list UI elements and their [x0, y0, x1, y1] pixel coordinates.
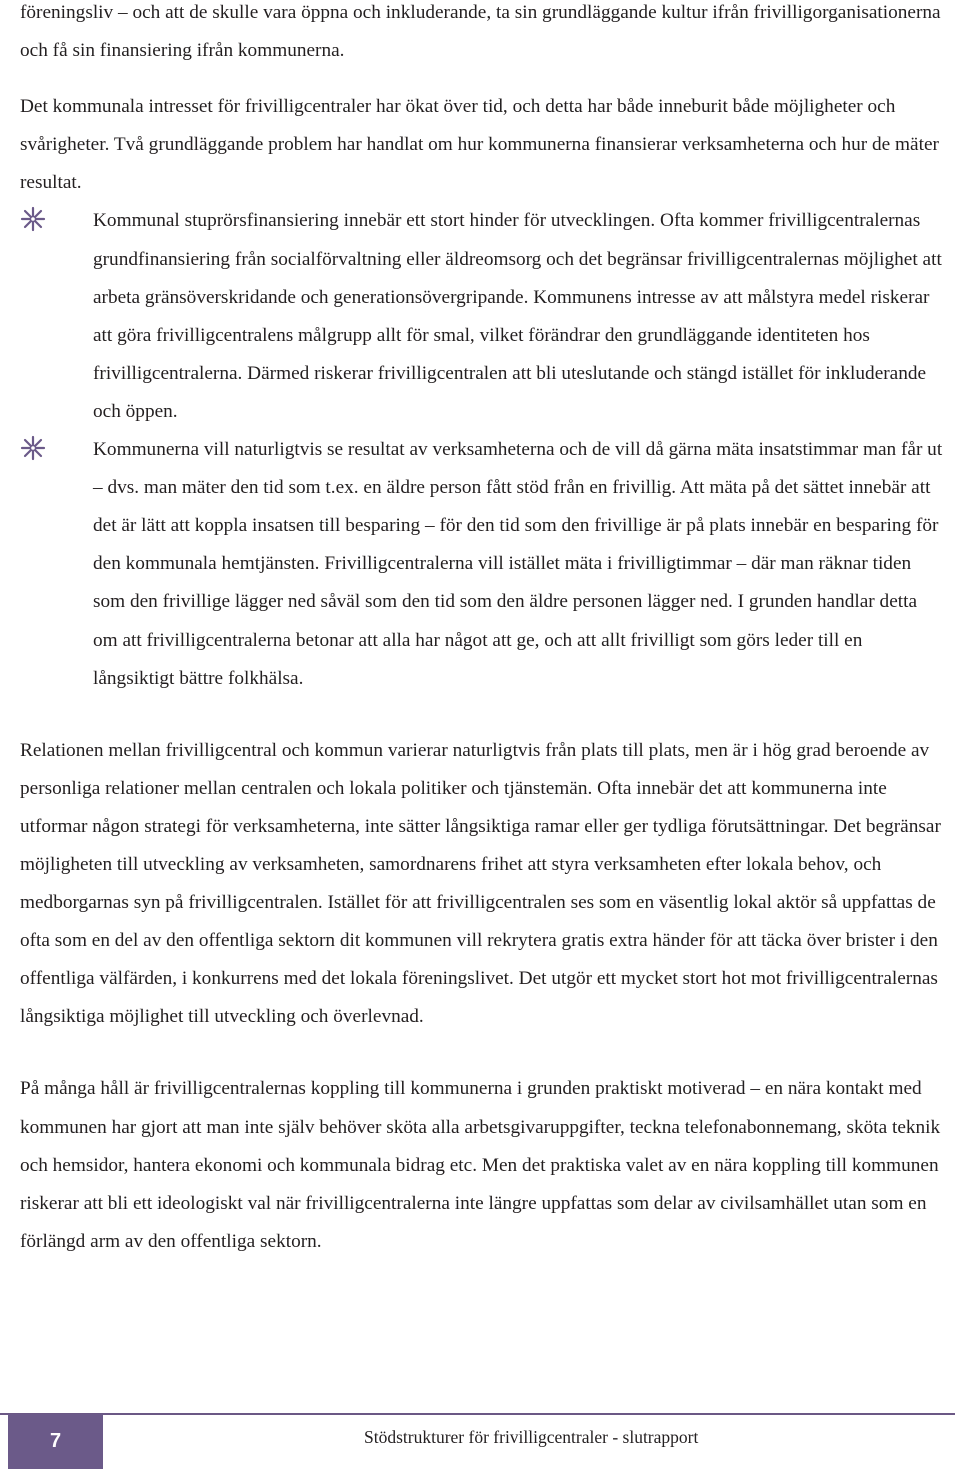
list-item — [20, 202, 945, 431]
paragraph: Det kommunala intresset för frivilligcentraler har ökat över tid, och detta har både inneburit både möjligheter och svårigheter. Två grundläggande problem har handlat om hur kommunerna finansierar verksamheterna och hur de mäter resultat. — [20, 96, 939, 194]
paragraph: föreningsliv – och att de skulle vara öppna och inkluderande, ta sin grundläggande kultur ifrån frivilligorganisationerna och få sin finansiering ifrån kommunerna. — [20, 2, 941, 62]
footer-title: Stödstrukturer för frivilligcentraler - slutrapport — [364, 1427, 699, 1447]
page-number: 7 — [8, 1414, 103, 1469]
asterisk-bullet-icon — [20, 435, 46, 461]
asterisk-bullet-icon — [20, 206, 46, 232]
page-footer — [0, 1412, 960, 1473]
footer-divider — [0, 1413, 955, 1415]
document-body — [20, 0, 945, 1261]
paragraph: På många håll är frivilligcentralernas koppling till kommunerna i grunden praktiskt motiverad – en nära kontakt med kommunen har gjort att man inte själv behöver sköta alla arbetsgivaruppgifter, teckna telefonabonnemang, sköta teknik och hemsidor, hantera ekonomi och kommunala bidrag etc. Men det praktiska valet av en nära koppling till kommunen riskerar att bli ett ideologiskt val när frivilligcentralerna inte längre uppfattas som delar av civilsamhället utan som en förlängd arm av den offentliga sektorn. — [20, 1078, 941, 1252]
bullet-text: Kommunerna vill naturligtvis se resultat av verksamheterna och de vill då gärna mäta insatstimmar man får ut – dvs. man mäter den tid som t.ex. en äldre person fått stöd från en frivillig. Att mäta på det sättet innebär att det är lätt att koppla insatsen till besparing – för den tid som den frivillige är på plats innebär en besparing för den kommunala hemtjänsten. Frivilligcentralerna vill istället mäta i frivilligtimmar – där man räknar tiden som den frivillige lägger ned såväl som den tid som den äldre personen lägger ned. I grunden handlar detta om att frivilligcentralerna betonar att alla har något att ge, och att allt frivilligt som görs leder till en långsiktigt bättre folkhälsa. — [93, 439, 943, 689]
paragraph: Relationen mellan frivilligcentral och kommun varierar naturligtvis från plats till plats, men är i hög grad beroende av personliga relationer mellan centralen och lokala politiker och tjänstemän. Ofta innebär det att kommunerna inte utformar någon strategi för verksamheterna, inte sätter långsiktiga ramar eller ger tydliga förutsättningar. Det begränsar möjligheten till utveckling av verksamheten, samordnarens frihet att styra verksamheten efter lokala behov, och medborgarnas syn på frivilligcentralen. Istället för att frivilligcentralen ses som en väsentlig lokal aktör så uppfattas de ofta som en del av den offentliga sektorn dit kommunen vill rekrytera gratis extra händer för att täcka över brister i den offentliga välfärden, i konkurrens med det lokala föreningslivet. Det utgör ett mycket stort hot mot frivilligcentralernas långsiktiga möjlighet till utveckling och överlevnad. — [20, 739, 941, 1028]
list-item — [20, 431, 945, 698]
bullet-text: Kommunal stuprörsfinansiering innebär ett stort hinder för utvecklingen. Ofta kommer frivilligcentralernas grundfinansiering från socialförvaltning eller äldreomsorg och det begränsar frivilligcentralernas möjlighet att arbeta gränsöverskridande och generationsövergripande. Kommunens intresse av att målstyra medel riskerar att göra frivilligcentralens målgrupp allt för smal, vilket förändrar den grundläggande identiteten hos frivilligcentralerna. Därmed riskerar frivilligcentralen att bli uteslutande och stängd istället för inkluderande och öppen. — [93, 210, 942, 422]
bullet-list — [20, 202, 945, 697]
